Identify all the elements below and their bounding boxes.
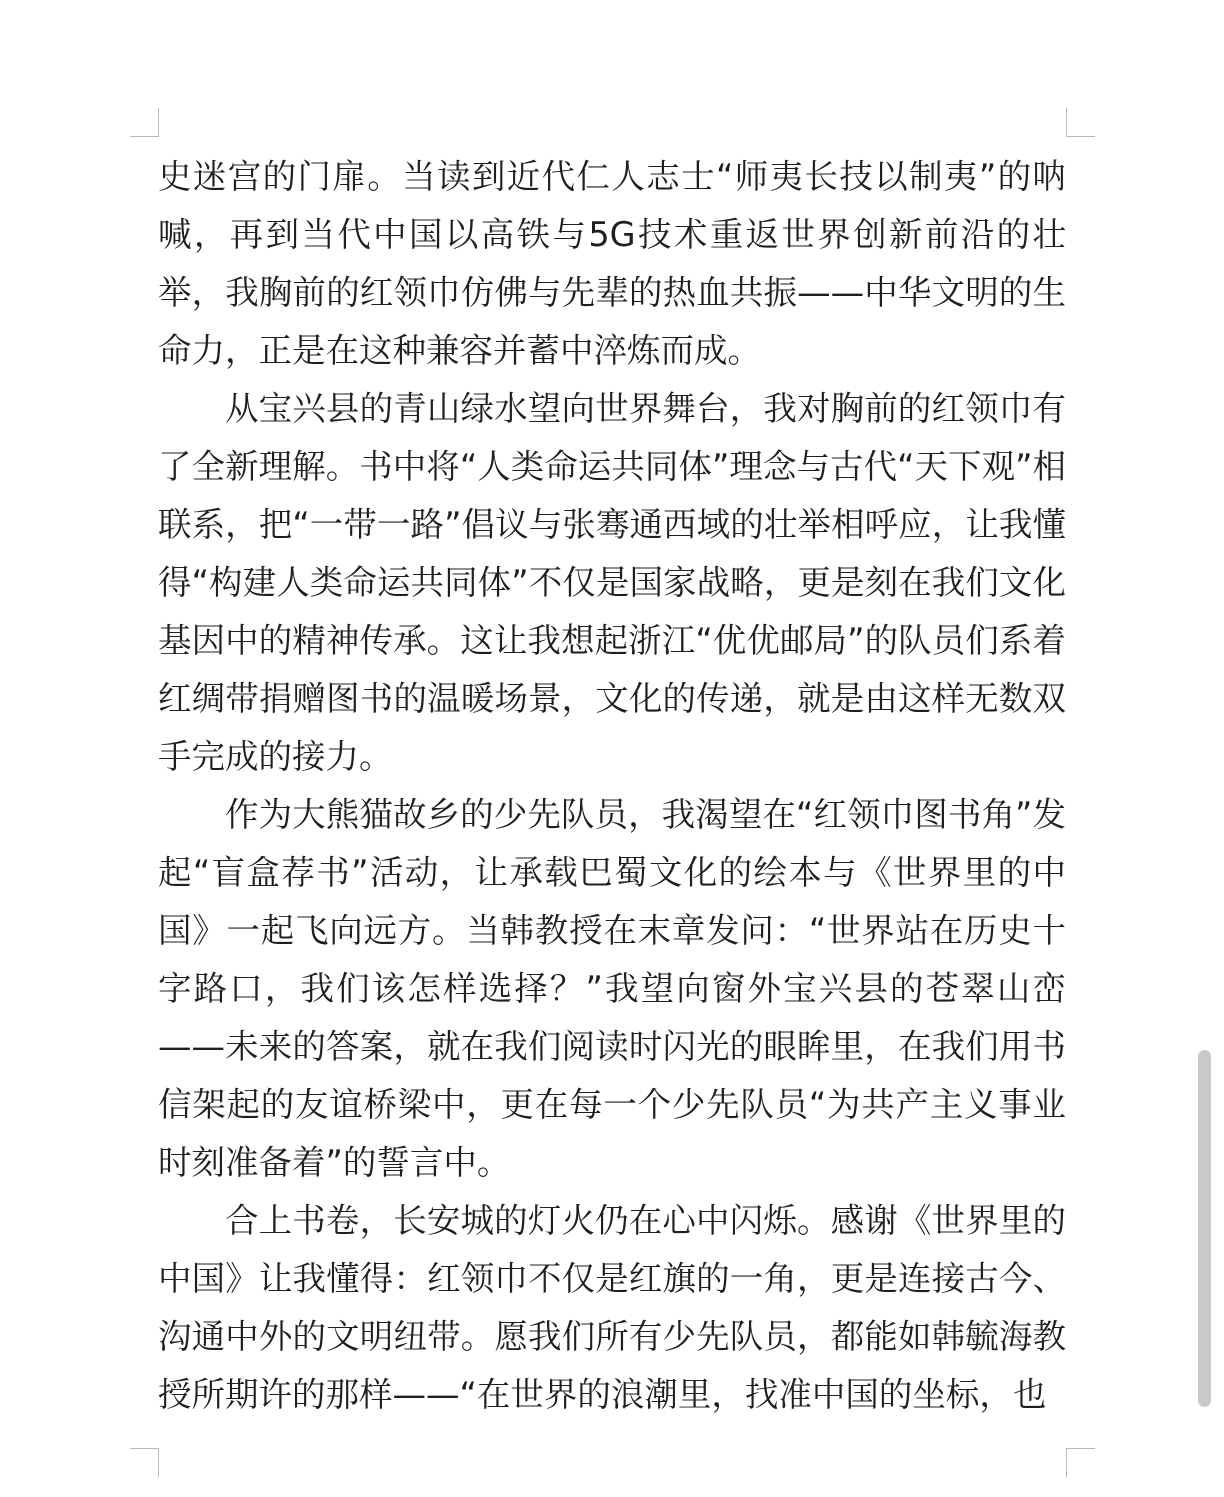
paragraph-4: 合上书卷，长安城的灯火仍在心中闪烁。感谢《世界里的中国》让我懂得：红领巾不仅是红旗的一角，更是连接古今、沟通中外的文明纽带。愿我们所有少先队员，都能如韩毓海教授所期许的那样——“在世界的浪潮里，找准中国的坐标，也	[158, 1201, 1066, 1414]
margin-corner-top-left	[130, 108, 159, 137]
margin-corner-top-right	[1066, 108, 1095, 137]
vertical-scrollbar-thumb[interactable]	[1198, 1050, 1211, 1407]
margin-corner-bottom-left	[130, 1448, 159, 1477]
document-body[interactable]	[158, 148, 1066, 1424]
paragraph-1: 史迷宫的门扉。当读到近代仁人志士“师夷长技以制夷”的呐喊，再到当代中国以高铁与5G技术重返世界创新前沿的壮举，我胸前的红领巾仿佛与先辈的热血共振——中华文明的生命力，正是在这种兼容并蓄中淬炼而成。	[158, 157, 1066, 370]
paragraph-2: 从宝兴县的青山绿水望向世界舞台，我对胸前的红领巾有了全新理解。书中将“人类命运共同体”理念与古代“天下观”相联系，把“一带一路”倡议与张骞通西域的壮举相呼应，让我懂得“构建人类命运共同体”不仅是国家战略，更是刻在我们文化基因中的精神传承。这让我想起浙江“优优邮局”的队员们系着红绸带捐赠图书的温暖场景，文化的传递，就是由这样无数双手完成的接力。	[158, 389, 1066, 776]
paragraph-3: 作为大熊猫故乡的少先队员，我渴望在“红领巾图书角”发起“盲盒荐书”活动，让承载巴蜀文化的绘本与《世界里的中国》一起飞向远方。当韩教授在末章发问：“世界站在历史十字路口，我们该怎样选择？”我望向窗外宝兴县的苍翠山峦——未来的答案，就在我们阅读时闪光的眼眸里，在我们用书信架起的友谊桥梁中，更在每一个少先队员“为共产主义事业时刻准备着”的誓言中。	[158, 795, 1066, 1182]
margin-corner-bottom-right	[1066, 1448, 1095, 1477]
